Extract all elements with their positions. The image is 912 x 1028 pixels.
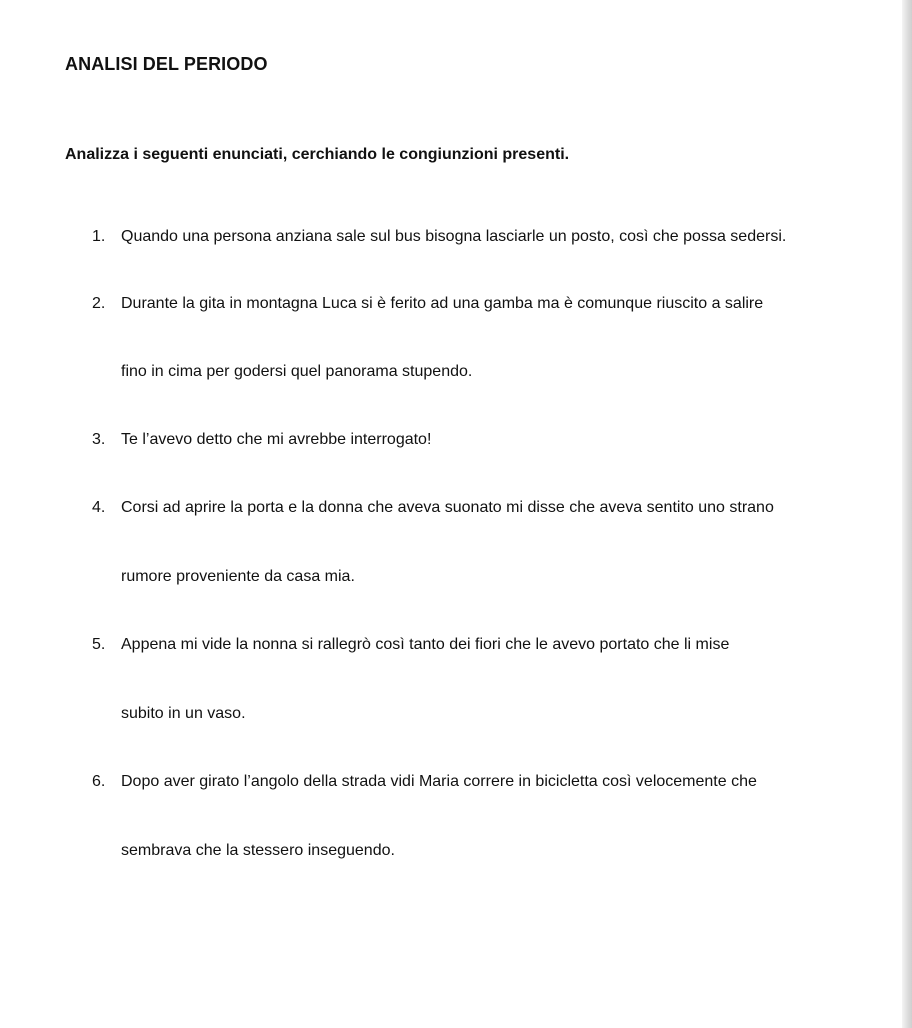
page-title: ANALISI DEL PERIODO	[65, 54, 268, 74]
list-item-number: 4.	[92, 499, 106, 516]
list-item-number: 2.	[92, 295, 106, 312]
list-item-line: rumore proveniente da casa mia.	[121, 568, 355, 585]
list-item-number: 1.	[92, 228, 106, 245]
list-item-number: 3.	[92, 431, 106, 448]
list-item-line: Quando una persona anziana sale sul bus bisogna lasciarle un posto, così che possa sedersi.	[121, 228, 787, 245]
list-item-line: subito in un vaso.	[121, 705, 246, 722]
list-item-line: Te l’avevo detto che mi avrebbe interrogato!	[121, 431, 432, 448]
list-item-line: Corsi ad aprire la porta e la donna che aveva suonato mi disse che aveva sentito uno strano	[121, 499, 774, 516]
list-item-line: fino in cima per godersi quel panorama stupendo.	[121, 363, 473, 380]
list-item-line: Appena mi vide la nonna si rallegrò così tanto dei fiori che le avevo portato che li mise	[121, 636, 730, 653]
list-item-line: Durante la gita in montagna Luca si è ferito ad una gamba ma è comunque riuscito a salire	[121, 295, 764, 312]
page-edge-shadow	[902, 0, 912, 1028]
list-item-number: 6.	[92, 773, 106, 790]
list-item-line: Dopo aver girato l’angolo della strada vidi Maria correre in bicicletta così velocemente che	[121, 773, 757, 790]
instruction-text: Analizza i seguenti enunciati, cerchiando le congiunzioni presenti.	[65, 146, 570, 163]
list-item-number: 5.	[92, 636, 106, 653]
list-item-line: sembrava che la stessero inseguendo.	[121, 842, 395, 859]
